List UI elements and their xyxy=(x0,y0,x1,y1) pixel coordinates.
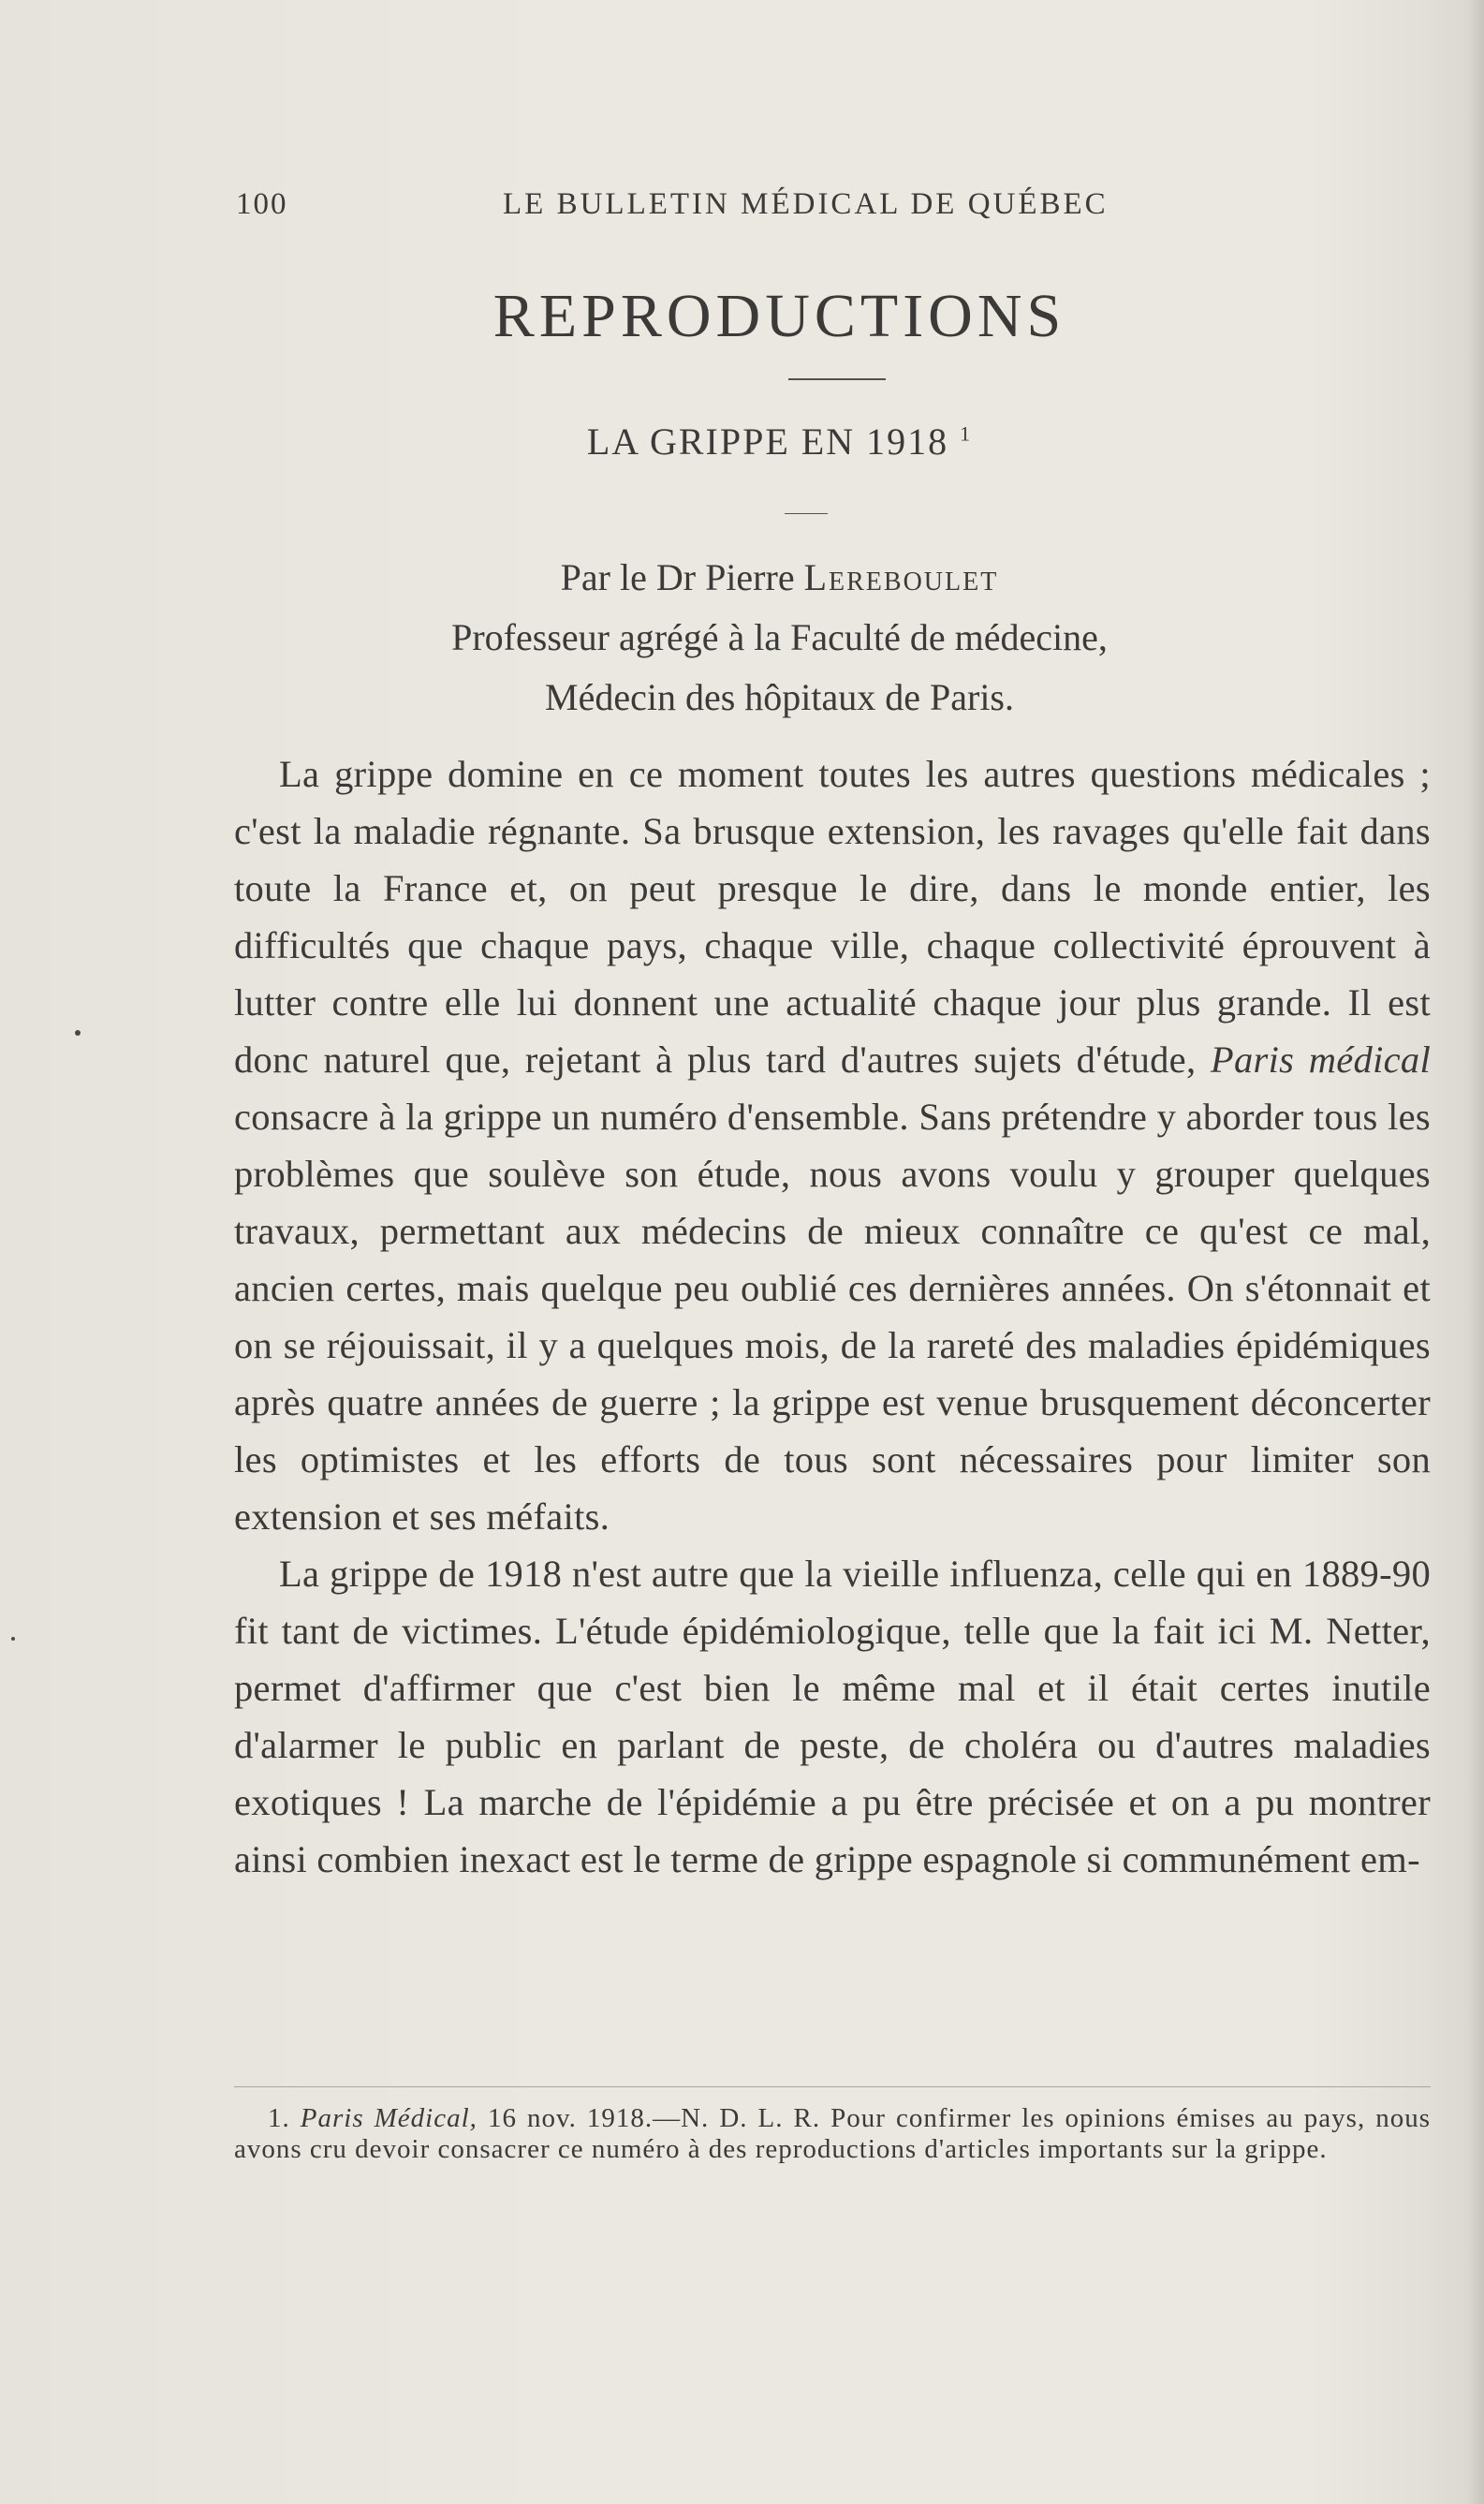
byline-prefix: Par le Dr Pierre xyxy=(560,556,795,598)
paragraph-1-italic: Paris médical xyxy=(1210,1038,1432,1081)
subtitle-divider xyxy=(785,513,828,514)
running-head xyxy=(236,187,1172,225)
footnote-divider xyxy=(234,2086,1431,2087)
footnote-text: 16 nov. 1918.—N. D. L. R. Pour confirmer les opinions émises au pays, nous avons cru devoir consacrer ce numéro à des reproductions d'articles importants sur la grippe. xyxy=(234,2103,1432,2164)
journal-title: LE BULLETIN MÉDICAL DE QUÉBEC xyxy=(503,187,1109,221)
byline-author-line xyxy=(75,548,1484,608)
paragraph-1-part-1: La grippe domine en ce moment toutes les autres questions médicales ; c'est la maladie régnante. Sa brusque extension, les ravages qu'elle fait dans toute la France et, on peut presque le dire, dans le monde entier, les difficultés que chaque pays, chaque ville, chaque collectivité éprouvent à lutter contre elle lui donnent une actualité chaque jour plus grande. Il est donc naturel que, rejetant à plus tard d'autres sujets d'étude, xyxy=(234,753,1431,1081)
title-divider xyxy=(788,378,886,380)
article-title-text: LA GRIPPE EN 1918 xyxy=(586,420,949,463)
article-title xyxy=(0,420,1484,464)
paragraph-1 xyxy=(234,745,1431,1545)
paper-speck xyxy=(75,1030,81,1036)
byline xyxy=(0,548,1484,728)
byline-affiliation: Médecin des hôpitaux de Paris. xyxy=(545,676,1014,718)
article-body xyxy=(234,745,1431,1888)
footnote-number: 1. xyxy=(268,2103,290,2133)
footnote xyxy=(234,2103,1431,2165)
paper-speck xyxy=(11,1637,15,1641)
page-number: 100 xyxy=(236,187,288,221)
paragraph-1-part-2: consacre à la grippe un numéro d'ensemble. Sans prétendre y aborder tous les problèmes que soulève son étude, nous avons voulu y grouper quelques travaux, permettant aux médecins de mieux connaître ce qu'est ce mal, ancien certes, mais quelque peu oublié ces dernières années. On s'étonnait et on se réjouissait, il y a quelques mois, de la rareté des maladies épidémiques après quatre années de guerre ; la grippe est venue brusquement déconcerter les optimistes et les efforts de tous sont nécessaires pour limiter son extension et ses méfaits. xyxy=(234,1096,1431,1538)
footnote-marker: 1 xyxy=(960,421,973,446)
author-name: Lereboulet xyxy=(803,556,999,598)
paragraph-2: La grippe de 1918 n'est autre que la vieille influenza, celle qui en 1889-90 fit tant de victimes. L'étude épidémiologique, telle que la fait ici M. Netter, permet d'affirmer que c'est bien le même mal et il était certes inutile d'alarmer le public en parlant de peste, de choléra ou d'autres maladies exotiques ! La marche de l'épidémie a pu être précisée et on a pu montrer ainsi combien inexact est le terme de grippe espagnole si communément em- xyxy=(234,1553,1431,1880)
footnote-italic: Paris Médical, xyxy=(300,2103,478,2133)
byline-position: Professeur agrégé à la Faculté de médecine, xyxy=(451,616,1108,658)
section-title: REPRODUCTIONS xyxy=(492,282,1066,350)
page-edge-shadow xyxy=(1467,0,1484,2504)
